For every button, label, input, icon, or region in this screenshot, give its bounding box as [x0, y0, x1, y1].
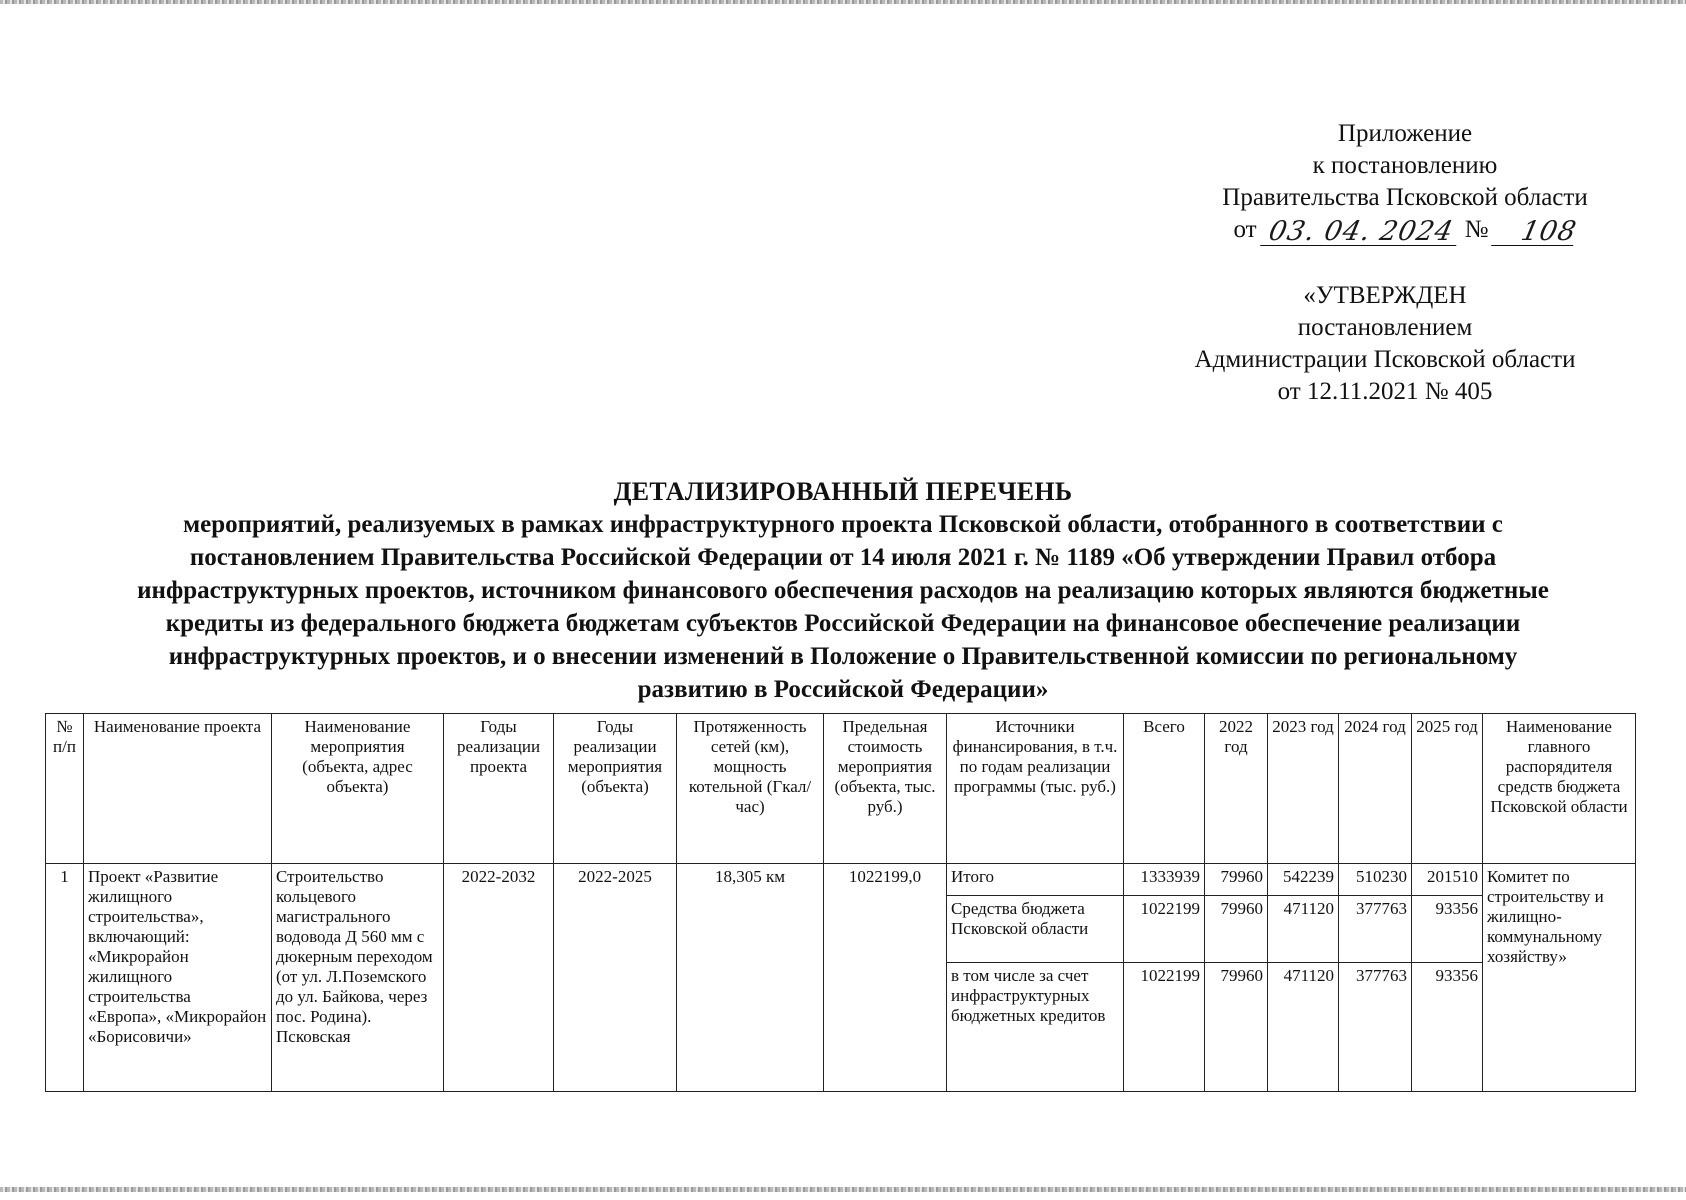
header-max-cost: Предельная стоимость мероприятия (объекта, тыс. руб.) [824, 714, 947, 864]
cell-event-years: 2022-2025 [554, 864, 677, 1092]
table-header-row [46, 714, 1636, 864]
title-heading: ДЕТАЛИЗИРОВАННЫЙ ПЕРЕЧЕНЬ [613, 477, 1073, 506]
header-2025: 2025 год [1412, 714, 1483, 864]
appendix-line-1: Приложение [1337, 120, 1473, 147]
cell-2023: 542239 [1268, 864, 1339, 896]
header-event-years: Годы реализации мероприятия (объекта) [554, 714, 677, 864]
cell-project-years: 2022-2032 [444, 864, 554, 1092]
cell-2022: 79960 [1205, 896, 1268, 963]
cell-2025: 201510 [1412, 864, 1483, 896]
cell-2024: 510230 [1339, 864, 1412, 896]
cell-2024: 377763 [1339, 896, 1412, 963]
cell-total: 1022199 [1124, 963, 1205, 1092]
appendix-line-3: Правительства Псковской области [1222, 184, 1588, 211]
approved-line-1: «УТВЕРЖДЕН [1303, 282, 1467, 309]
cell-max-cost: 1022199,0 [824, 864, 947, 1092]
header-2024: 2024 год [1339, 714, 1412, 864]
header-length: Протяженность сетей (км), мощность котельной (Гкал/час) [677, 714, 824, 864]
appendix-line-2: к постановлению [1312, 152, 1498, 179]
scan-top-edge [0, 0, 1686, 4]
handwritten-date: 03. 04. 2024 [1260, 219, 1462, 246]
appendix-block [1145, 118, 1665, 246]
header-manager: Наименование главного распорядителя средств бюджета Псковской области [1483, 714, 1636, 864]
handwritten-number: 108 [1492, 219, 1580, 246]
cell-total: 1022199 [1124, 896, 1205, 963]
cell-total: 1333939 [1124, 864, 1205, 896]
scan-bottom-edge [0, 1187, 1686, 1192]
number-sign: № [1464, 216, 1489, 243]
table-row [46, 864, 1636, 896]
cell-2025: 93356 [1412, 896, 1483, 963]
cell-2024: 377763 [1339, 963, 1412, 1092]
header-2022: 2022 год [1205, 714, 1268, 864]
approved-line-2: постановлением [1297, 314, 1473, 341]
header-project-name: Наименование проекта [84, 714, 272, 864]
cell-2022: 79960 [1205, 963, 1268, 1092]
cell-no: 1 [46, 864, 84, 1092]
cell-2023: 471120 [1268, 963, 1339, 1092]
cell-manager: Комитет по строительству и жилищно-коммунальному хозяйству» [1483, 864, 1636, 1092]
cell-2022: 79960 [1205, 864, 1268, 896]
header-total: Всего [1124, 714, 1205, 864]
appendix-date-number-row [1145, 214, 1665, 246]
header-project-years: Годы реализации проекта [444, 714, 554, 864]
cell-project-name: Проект «Развитие жилищного строительства», включающий: «Микрорайон жилищного строительства «Европа», «Микрорайон «Борисовичи» [84, 864, 272, 1092]
header-event-name: Наименование мероприятия (объекта, адрес объекта) [272, 714, 444, 864]
plan-table [45, 713, 1636, 1092]
header-sources: Источники финансирования, в т.ч. по годам реализации программы (тыс. руб.) [947, 714, 1124, 864]
cell-2025: 93356 [1412, 963, 1483, 1092]
cell-2023: 471120 [1268, 896, 1339, 963]
title-subtitle: мероприятий, реализуемых в рамках инфраструктурного проекта Псковской области, отобранного в соответствии с постановлением Правительства Российской Федерации от 14 июля 2021 г. № 1189 «Об утверждении Правил отбора инфраструктурных проектов, источником финансового обеспечения расходов на реализацию которых являются бюджетные кредиты из федерального бюджета бюджетам субъектов Российской Федерации на финансовое обеспечение реализации инфраструктурных проектов, и о внесении изменений в Положение о Правительственной комиссии по региональному развитию в Российской Федерации» [137, 511, 1549, 703]
document-title [40, 475, 1646, 706]
header-2023: 2023 год [1268, 714, 1339, 864]
cell-source: Итого [947, 864, 1124, 896]
cell-event-name: Строительство кольцевого магистрального водовода Д 560 мм с дюкерным переходом (от ул. Л.Поземского до ул. Байкова, через пос. Родина). Псковская [272, 864, 444, 1092]
cell-length: 18,305 км [677, 864, 824, 1092]
cell-source: Средства бюджета Псковской области [947, 896, 1124, 963]
header-no: № п/п [46, 714, 84, 864]
date-prefix: от [1233, 216, 1257, 243]
approved-block [1125, 280, 1645, 408]
approved-line-4: от 12.11.2021 № 405 [1277, 378, 1493, 405]
approved-line-3: Администрации Псковской области [1194, 346, 1576, 373]
cell-source: в том числе за счет инфраструктурных бюджетных кредитов [947, 963, 1124, 1092]
